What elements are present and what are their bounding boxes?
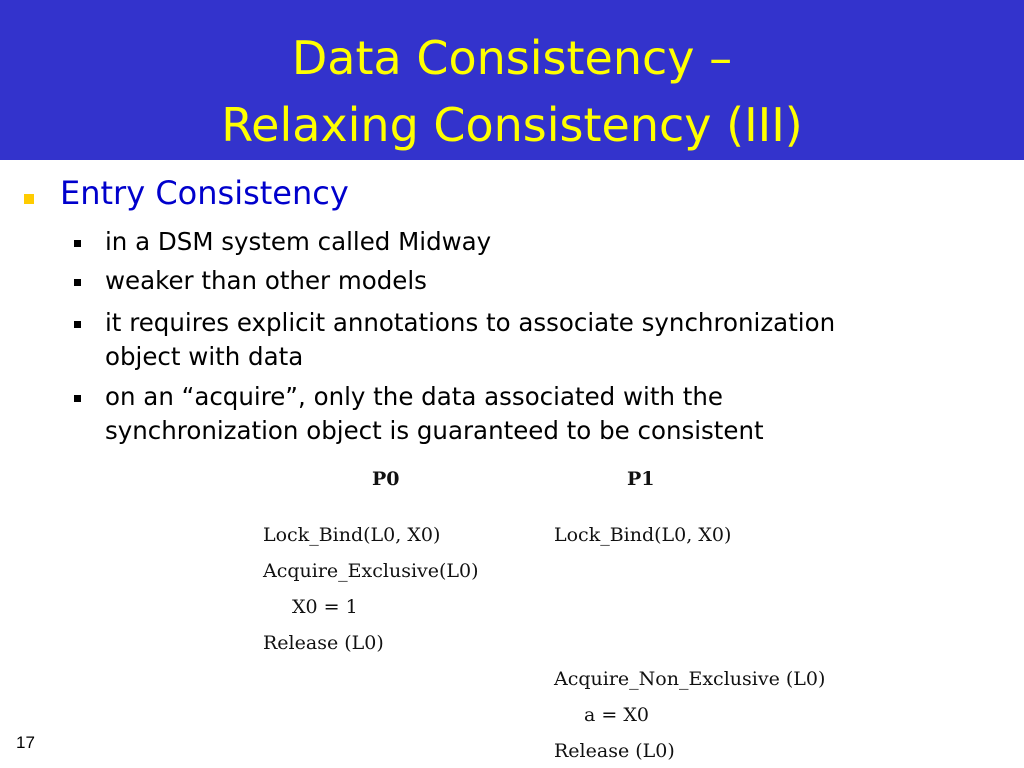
p1-line: Acquire_Non_Exclusive (L0)	[554, 668, 826, 690]
bullet-icon	[74, 395, 81, 402]
bullet-icon	[74, 321, 81, 328]
slide-title-line-1: Data Consistency –	[291, 31, 733, 85]
p0-line: Lock_Bind(L0, X0)	[263, 524, 441, 546]
title-bar	[0, 0, 1024, 160]
p0-line: X0 = 1	[292, 596, 358, 618]
bullet-square-icon	[24, 194, 34, 204]
heading-entry-consistency: Entry Consistency	[60, 174, 349, 212]
code-diagram	[0, 460, 1024, 768]
slide-title-line-2: Relaxing Consistency (III)	[221, 98, 803, 152]
p1-line: Release (L0)	[554, 740, 675, 762]
bullet-text-line-1: it requires explicit annotations to associate synchronization	[105, 308, 836, 337]
bullet-text: weaker than other models	[105, 266, 427, 295]
p0-line: Acquire_Exclusive(L0)	[263, 560, 479, 582]
bullet-text-line-1: on an “acquire”, only the data associated with the	[105, 382, 723, 411]
bullet-text-line-2: object with data	[105, 342, 304, 371]
page-number: 17	[16, 733, 35, 752]
p0-header: P0	[372, 468, 400, 490]
bullet-text: in a DSM system called Midway	[105, 227, 492, 256]
p1-header: P1	[627, 468, 655, 490]
p1-line: Lock_Bind(L0, X0)	[554, 524, 732, 546]
bullet-text-line-2: synchronization object is guaranteed to be consistent	[105, 416, 764, 445]
p0-line: Release (L0)	[263, 632, 384, 654]
p1-line: a = X0	[584, 704, 649, 726]
bullet-icon	[74, 240, 81, 247]
bullet-icon	[74, 279, 81, 286]
